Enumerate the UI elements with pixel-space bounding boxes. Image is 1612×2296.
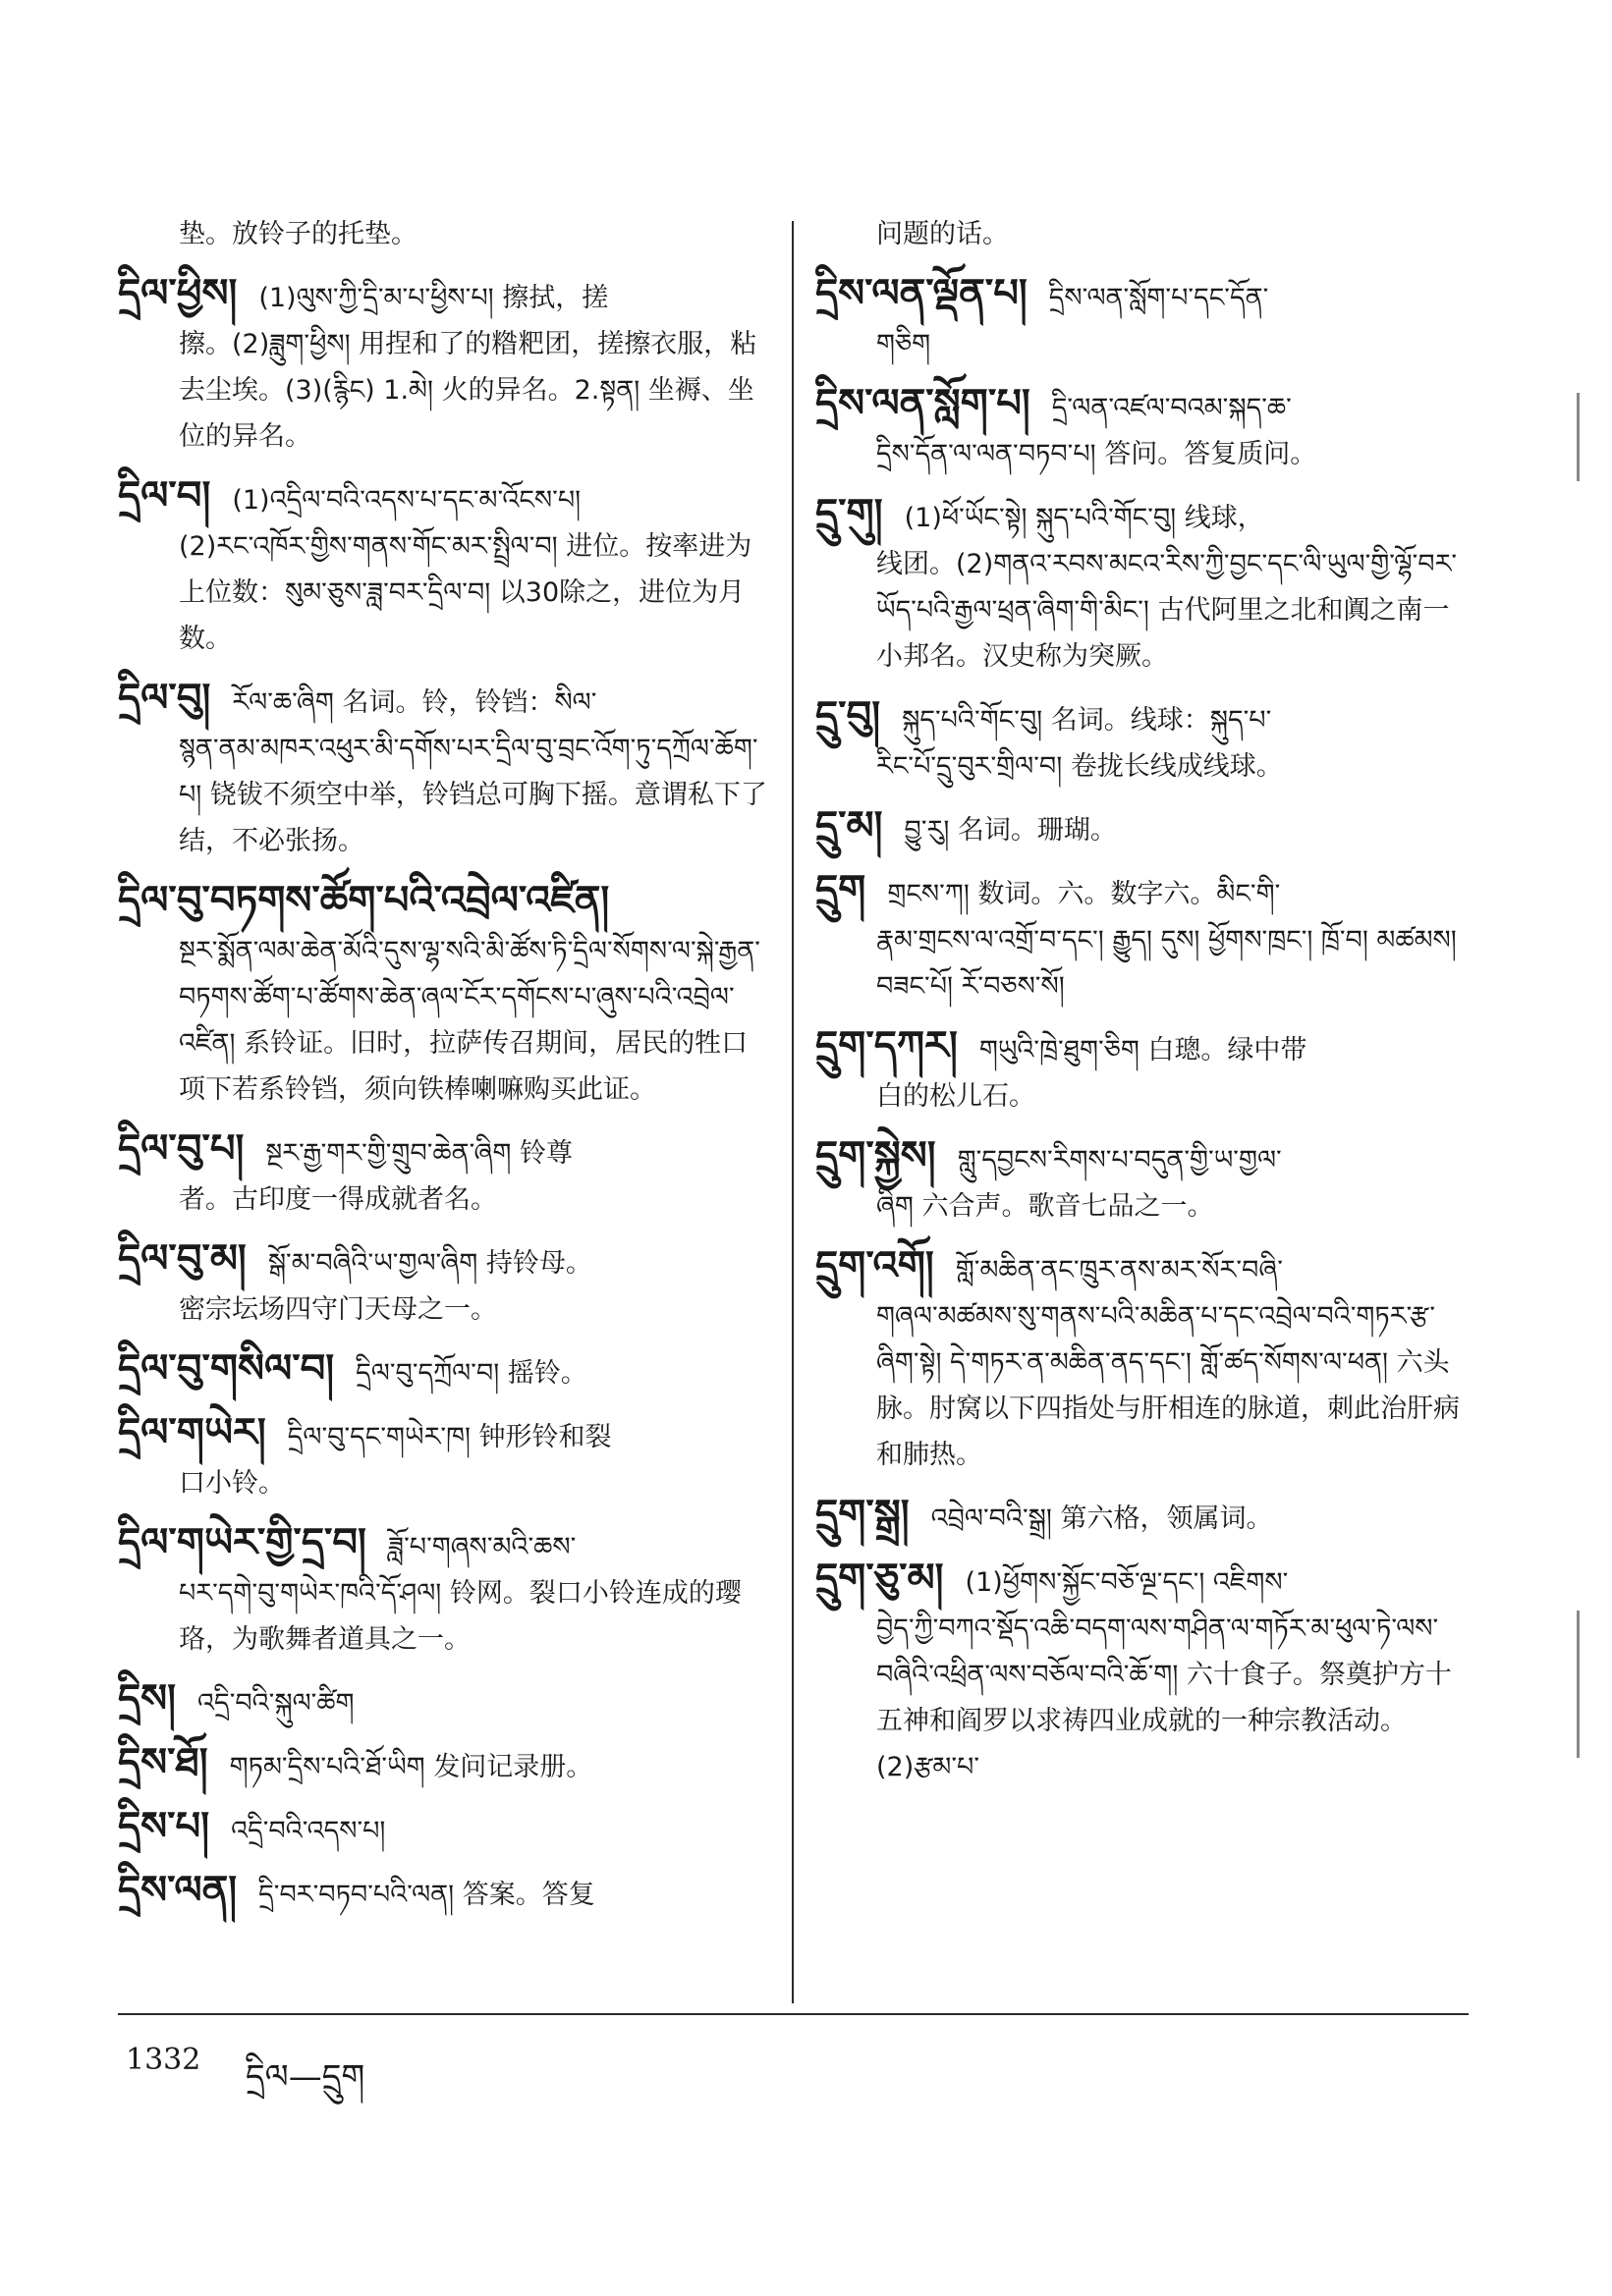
definition-first-line: དྲིས་ལན་སློག་པ་དང་དོན་ — [1048, 283, 1269, 313]
dictionary-entry — [118, 676, 771, 864]
definition-body: གཞལ་མཚམས་སུ་གནས་པའི་མཆིན་པ་དང་འབྲེལ་བའི་གཏར་རྩ་ཞིག་སྟེ། དེ་གཏར་ན་མཆིན་ནད་དང་། གློ་ཚད་སོགས་ལ་ཕན། 六头脉。肘窝以下四指处与肝相连的脉道，刺此治肝病和肺热。 — [876, 1301, 1460, 1470]
headword: དྲིས་ལན། — [118, 1868, 238, 1913]
headword: དྲིལ་ཕྱིས། — [118, 271, 238, 316]
definition-first-line: (1)འདྲིལ་བའི་འདས་པ་དང་མ་འོངས་པ། — [232, 485, 582, 516]
dictionary-entry — [118, 473, 771, 662]
definition-first-line: གྲངས་ཀ། 数词。六。数字六。མིང་གི་ — [887, 879, 1281, 909]
dictionary-entry — [815, 271, 1464, 367]
definition-first-line: ཟློ་པ་གཞས་མའི་ཆས་ — [387, 1532, 577, 1562]
dictionary-entry — [118, 1410, 771, 1506]
definition-body: སྙན་ནམ་མཁར་འཕུར་མི་དགོས་པར་དྲིལ་བུ་བྲང་འོག་ཏུ་དཀྲོལ་ཆོག་པ། 铙钹不须空中举，铃铛总可胸下摇。意谓私下了结，不必张扬。 — [179, 734, 767, 856]
headword: དྲུ་བུ། — [815, 693, 881, 738]
dictionary-entry — [118, 271, 771, 460]
dictionary-entry — [118, 211, 771, 257]
definition-body: དྲིས་དོན་ལ་ལན་བཏབ་པ། 答问。答复质问。 — [876, 439, 1317, 469]
headword: དྲུ་མ། — [815, 803, 883, 848]
definition-body: 问题的话。 — [876, 219, 1009, 249]
definition-first-line: དྲི་ལན་འཛལ་བའམ་སྐད་ཆ་ — [1051, 393, 1292, 423]
dictionary-entry — [815, 693, 1464, 790]
dictionary-entry — [118, 1676, 771, 1726]
headword: དྲིས་པ། — [118, 1804, 210, 1849]
footer-rule — [118, 2013, 1469, 2015]
headword: དྲིས། — [118, 1676, 177, 1722]
right-column — [815, 211, 1464, 1804]
headword: དྲུག་འགོ། — [815, 1243, 934, 1288]
page-number: 1332 — [126, 2043, 201, 2077]
dictionary-entry — [118, 1804, 771, 1854]
definition-body: 者。古印度一得成就者名。 — [179, 1184, 497, 1215]
dictionary-entry — [815, 1243, 1464, 1478]
column-divider — [792, 221, 794, 2003]
headword: དྲིས་ལན་ལྡོན་པ། — [815, 271, 1028, 316]
headword: དྲིལ་བུ་གསིལ་བ། — [118, 1346, 335, 1392]
headword: དྲིལ་བུ། — [118, 676, 211, 721]
headword: དྲིལ་བུ་བཏགས་ཚོག་པའི་འབྲེལ་འཛིན། — [118, 878, 610, 923]
dictionary-entry — [815, 1492, 1464, 1542]
definition-body: (2)རང་འཁོར་གྱིས་གནས་གོང་མར་སྤྲིལ་བ། 进位。按率进为上位数：སུམ་ཅུས་ཟླ་བར་དྲིལ་བ། 以30除之，进位为月数。 — [179, 531, 752, 654]
definition-first-line: རོལ་ཆ་ཞིག 名词。铃，铃铛：སིལ་ — [232, 687, 597, 718]
headword: དྲིལ་གཡེར་གྱི་དྲ་བ། — [118, 1520, 366, 1565]
definition-body: པར་དགེ་བུ་གཡེར་ཁའི་དོ་ཤལ། 铃网。裂口小铃连成的璎珞，为歌舞者道具之一。 — [179, 1578, 742, 1655]
running-head: དྲིལ—དྲུག — [246, 2057, 365, 2097]
definition-body: ཞིག 六合声。歌音七品之一。 — [876, 1191, 1214, 1222]
headword: དྲིས་ལན་སློག་པ། — [815, 381, 1030, 426]
dictionary-entry — [118, 1740, 771, 1790]
definition-body: སྔར་སྨོན་ལམ་ཆེན་མོའི་དུས་ལྷ་སའི་མི་ཚོས་ཏི་དྲིལ་སོགས་ལ་སྐེ་རྒྱན་བཏགས་ཚོག་པ་ཚོགས་ཆེན་ཞལ་ངོར་དགོངས་པ་ཞུས་པའི་འབྲེལ་འཛིན། 系铃证。旧时，拉萨传召期间，居民的牲口项下若系铃铛，须向铁棒喇嘛购买此证。 — [179, 936, 760, 1105]
definition-first-line: (1)ཕྱོགས་སྐྱོང་བཅོ་ལྔ་དང་། འཇིགས་ — [965, 1567, 1289, 1598]
dictionary-entry — [815, 1556, 1464, 1790]
headword: དྲུག — [815, 867, 866, 912]
definition-first-line: དྲིལ་བུ་དང་གཡེར་ཁ། 钟形铃和裂 — [287, 1422, 612, 1452]
definition-first-line: དྲིལ་བུ་དཀྲོལ་བ། 摇铃。 — [356, 1358, 587, 1389]
definition-first-line: གློ་མཆིན་ནང་ཁྲུར་ནས་མར་སོར་བཞི་ — [955, 1255, 1283, 1285]
headword: དྲུག་དཀར། — [815, 1023, 958, 1068]
dictionary-entry — [118, 1126, 771, 1223]
headword: དྲུག་སྐྱེས། — [815, 1133, 936, 1178]
dictionary-entry — [118, 878, 771, 1113]
definition-body: 擦。(2)ཟླུག་ཕྱིས། 用捏和了的糌粑团，搓擦衣服，粘去尘埃。(3)(རྙིང) 1.མེ། 火的异名。2.སྟན། 坐褥、坐位的异名。 — [179, 329, 757, 452]
headword: དྲིས་ཐོ། — [118, 1740, 208, 1785]
headword: དྲུག་ཅུ་མ། — [815, 1556, 944, 1601]
definition-body: 密宗坛场四守门天母之一。 — [179, 1294, 497, 1325]
definition-first-line: སྐུད་པའི་གོང་བུ། 名词。线球：སྐུད་པ་ — [902, 705, 1272, 736]
definition-first-line: འདྲི་བའི་སྐུལ་ཚིག — [197, 1688, 355, 1719]
headword: དྲུག་སྒྲ། — [815, 1492, 910, 1537]
definition-body: 口小铃。 — [179, 1468, 285, 1499]
definition-first-line: གླུ་དབྱངས་རིགས་པ་བདུན་གྱི་ཡ་གྱལ་ — [957, 1145, 1282, 1175]
dictionary-entry — [118, 1346, 771, 1396]
definition-first-line: བྱུ་རུ། 名词。珊瑚。 — [904, 815, 1117, 846]
definition-first-line: དྲི་བར་བཏབ་པའི་ལན། 答案。答复 — [258, 1880, 595, 1910]
definition-first-line: སྒོ་མ་བཞིའི་ཡ་གྱལ་ཞིག 持铃母。 — [267, 1248, 592, 1279]
definition-first-line: འདྲི་བའི་འདས་པ། — [231, 1816, 386, 1846]
dictionary-entry — [118, 1868, 771, 1918]
headword: དྲིལ་བུ་མ། — [118, 1236, 247, 1282]
dictionary-entry — [815, 491, 1464, 680]
dictionary-entry — [815, 381, 1464, 477]
definition-body: རྣམ་གྲངས་ལ་འགྲོ་བ་དང་། རྒྱུད། དུས། ཕྱོགས་ཁྲང་། ཁྲོ་བ། མཚམས། བཟང་པོ། རོ་བཅས་སོ། — [876, 925, 1457, 1002]
left-column — [118, 211, 771, 1932]
definition-first-line: གཡུའི་ཁྲེ་ཐུག་ཅིག 白璁。绿中带 — [978, 1035, 1307, 1066]
definition-body: གཅིག — [876, 329, 931, 359]
dictionary-entry — [118, 1236, 771, 1333]
definition-body: 白的松儿石。 — [876, 1081, 1035, 1112]
dictionary-entry — [815, 211, 1464, 257]
definition-first-line: (1)ལུས་ཀྱི་དྲི་མ་པ་ཕྱིས་པ། 擦拭，搓 — [258, 283, 609, 313]
definition-first-line: སྔར་རྒྱ་གར་གྱི་གྲུབ་ཆེན་ཞིག 铃尊 — [265, 1138, 574, 1169]
headword: དྲུ་གུ། — [815, 491, 883, 536]
dictionary-entry — [815, 867, 1464, 1010]
scan-edge-mark — [1577, 393, 1580, 481]
headword: དྲིལ་བུ་པ། — [118, 1126, 245, 1172]
scan-edge-mark — [1577, 1611, 1580, 1758]
definition-body: རིང་པོ་དྲུ་བུར་གྲིལ་བ། 卷拢长线成线球。 — [876, 751, 1283, 782]
dictionary-entry — [815, 1133, 1464, 1230]
definition-first-line: (1)ཕོ་ཡོང་སྟེ། སྐུད་པའི་གོང་བུ། 线球， — [904, 503, 1264, 533]
headword: དྲིལ་བ། — [118, 473, 211, 519]
dictionary-entry — [815, 1023, 1464, 1120]
headword: དྲིལ་གཡེར། — [118, 1410, 266, 1455]
definition-first-line: གཏམ་དྲིས་པའི་ཐོ་ཡིག 发问记录册。 — [229, 1752, 593, 1782]
definition-first-line: འབྲེལ་བའི་སྒྲ། 第六格，领属词。 — [930, 1503, 1273, 1534]
definition-body: བྱེད་ཀྱི་བཀའ་སྡོད་འཆི་བདག་ལས་གཤིན་ལ་གཏོར་མ་ཕུལ་ཏེ་ལས་བཞིའི་འཕྲིན་ལས་བཅོལ་བའི་ཆོ་ག། 六十食子。祭奠护方十五神和阎罗以求祷四业成就的一种宗教活动。(2)རྩམ་པ་ — [876, 1613, 1452, 1782]
definition-body: 垫。放铃子的托垫。 — [179, 219, 417, 249]
definition-body: 线团。(2)གནའ་རབས་མངའ་རིས་ཀྱི་བྱང་དང་ལི་ཡུལ་གྱི་ལྷོ་བར་ཡོད་པའི་རྒྱལ་ཕྲན་ཞིག་གི་མིང་། 古代阿里之北和阗之南一小邦名。汉史称为突厥。 — [876, 549, 1458, 672]
dictionary-entry — [815, 803, 1464, 853]
dictionary-entry — [118, 1520, 771, 1663]
